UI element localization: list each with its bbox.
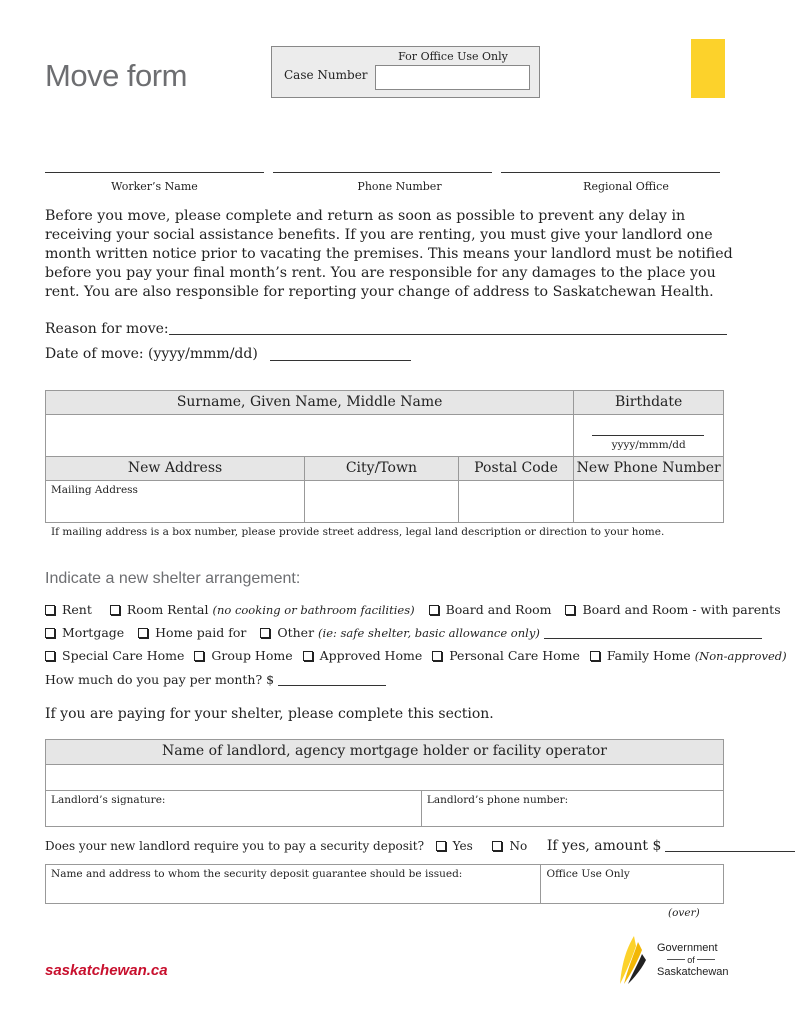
page-title: Move form (45, 58, 187, 93)
city-header: City/Town (305, 457, 459, 481)
group-home-checkbox[interactable] (194, 651, 204, 661)
landlord-signature-cell[interactable] (46, 791, 422, 827)
reason-field[interactable] (169, 334, 727, 335)
website-link[interactable]: saskatchewan.ca (45, 962, 168, 979)
wheat-logo-icon (612, 932, 652, 988)
home-paid-label: Home paid for (155, 625, 247, 640)
family-home-checkbox[interactable] (590, 651, 600, 661)
gov-line-3: Saskatchewan (657, 966, 729, 978)
intro-paragraph: Before you move, please complete and return as soon as possible to prevent any delay in receiving your social assistance benefits. If you are renting, you must give your landlord one month written notice prior to vacating the premises. This means your landlord must be notified before you pay your final month’s rent. You are responsible for any damages to the place you rent. You are also responsible for reporting your change of address to Saskatchewan Health. (45, 208, 733, 300)
birthdate-cell[interactable] (574, 415, 724, 457)
worker-name-field[interactable] (45, 172, 264, 173)
date-label: Date of move: (yyyy/mmm/dd) (45, 346, 258, 362)
name-cell[interactable] (46, 415, 574, 457)
room-rental-checkbox[interactable] (110, 605, 120, 615)
board-room-label: Board and Room (445, 602, 552, 617)
reason-label: Reason for move: (45, 321, 169, 337)
name-header: Surname, Given Name, Middle Name (46, 391, 574, 415)
deposit-no-checkbox[interactable] (492, 841, 502, 851)
guarantee-cell[interactable] (46, 865, 541, 904)
room-rental-note: (no cooking or bathroom facilities) (212, 603, 415, 617)
landlord-phone-cell[interactable] (421, 791, 723, 827)
pay-field[interactable] (278, 685, 386, 686)
regional-office-field[interactable] (501, 172, 720, 173)
board-parents-label: Board and Room - with parents (582, 602, 781, 617)
deposit-yes-checkbox[interactable] (436, 841, 446, 851)
family-home-label: Family Home (606, 648, 691, 663)
deposit-no-label: No (509, 839, 528, 853)
shelter-row-1 (45, 602, 781, 617)
special-care-label: Special Care Home (62, 648, 185, 663)
group-home-label: Group Home (211, 648, 293, 663)
personal-care-checkbox[interactable] (432, 651, 442, 661)
home-paid-checkbox[interactable] (138, 628, 148, 638)
approved-home-label: Approved Home (319, 648, 423, 663)
date-field[interactable] (270, 360, 411, 361)
landlord-table (45, 739, 724, 827)
yellow-tab (691, 39, 725, 98)
case-number-label: Case Number (284, 68, 368, 82)
gov-line-1: Government (657, 942, 718, 954)
landlord-signature-label: Landlord’s signature: (51, 794, 166, 806)
other-field[interactable] (544, 638, 762, 639)
mailing-note: If mailing address is a box number, please provide street address, legal land description or direction to your home. (51, 526, 665, 538)
phone-cell[interactable] (574, 481, 724, 523)
landlord-phone-label: Landlord’s phone number: (426, 794, 569, 806)
deposit-row (45, 838, 795, 854)
office-only-label: Office Use Only (546, 868, 630, 880)
office-use-box (271, 46, 540, 98)
special-care-checkbox[interactable] (45, 651, 55, 661)
worker-name-label: Worker’s Name (111, 180, 198, 193)
personal-care-label: Personal Care Home (449, 648, 580, 663)
gov-line-2 (657, 955, 725, 965)
room-rental-label: Room Rental (126, 602, 209, 617)
phone-number-field[interactable] (273, 172, 492, 173)
regional-office-label: Regional Office (583, 180, 669, 193)
city-cell[interactable] (305, 481, 459, 523)
board-parents-checkbox[interactable] (565, 605, 575, 615)
office-use-label: For Office Use Only (398, 50, 508, 63)
office-only-cell (541, 865, 724, 904)
deposit-amount-label: If yes, amount $ (546, 838, 662, 854)
mailing-address-cell[interactable] (46, 481, 305, 523)
other-note: (ie: safe shelter, basic allowance only) (318, 626, 540, 640)
shelter-row-3 (45, 648, 787, 663)
government-logo (612, 932, 732, 992)
deposit-question: Does your new landlord require you to pay a security deposit? (45, 839, 425, 853)
shelter-row-2 (45, 625, 762, 640)
postal-header: Postal Code (458, 457, 574, 481)
mortgage-checkbox[interactable] (45, 628, 55, 638)
board-room-checkbox[interactable] (429, 605, 439, 615)
gov-of: of (687, 955, 695, 965)
other-checkbox[interactable] (260, 628, 270, 638)
mortgage-label: Mortgage (62, 625, 125, 640)
deposit-yes-label: Yes (452, 839, 473, 853)
rent-label: Rent (62, 602, 92, 617)
family-home-note: (Non-approved) (694, 649, 787, 663)
case-number-input[interactable] (375, 65, 530, 90)
landlord-intro: If you are paying for your shelter, please complete this section. (45, 706, 494, 722)
guarantee-table (45, 864, 724, 904)
birthdate-format: yyyy/mmm/dd (611, 439, 686, 451)
rent-checkbox[interactable] (45, 605, 55, 615)
person-table (45, 390, 724, 457)
pay-question: How much do you pay per month? $ (45, 672, 275, 687)
landlord-header: Name of landlord, agency mortgage holder or facility operator (46, 740, 724, 765)
pay-row (45, 672, 386, 687)
deposit-amount-field[interactable] (665, 851, 795, 852)
approved-home-checkbox[interactable] (303, 651, 313, 661)
new-address-header: New Address (46, 457, 305, 481)
other-label: Other (277, 625, 315, 640)
over-label: (over) (668, 907, 700, 919)
mailing-address-label: Mailing Address (51, 484, 138, 496)
guarantee-label: Name and address to whom the security deposit guarantee should be issued: (51, 868, 463, 880)
shelter-title: Indicate a new shelter arrangement: (45, 570, 301, 587)
landlord-name-cell[interactable] (46, 765, 724, 791)
address-table (45, 456, 724, 523)
phone-number-label: Phone Number (357, 180, 442, 193)
phone-header: New Phone Number (574, 457, 724, 481)
birthdate-header: Birthdate (574, 391, 724, 415)
postal-cell[interactable] (458, 481, 574, 523)
